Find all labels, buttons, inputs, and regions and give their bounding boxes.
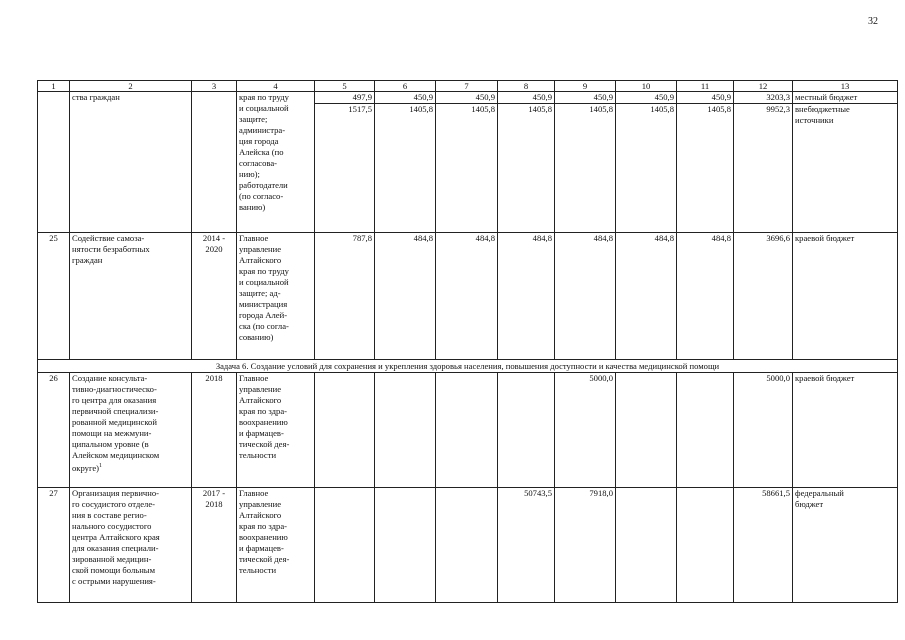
row-number-cell: 27 <box>38 488 70 603</box>
amount-cell <box>436 373 498 488</box>
activity-name-cell: Содействие самоза- нятости безработных граждан <box>70 233 192 360</box>
col-header: 2 <box>70 81 192 92</box>
col-header: 11 <box>677 81 734 92</box>
executor-cell: края по труду и социальной защите; администра- ция города Алейска (по согласова- нию); работодатели (по согласо- ванию) <box>237 92 315 233</box>
amount-cell: 450,9 1405,8 <box>498 92 555 233</box>
table-row-continued <box>38 92 898 233</box>
amount-cell: 7918,0 <box>555 488 616 603</box>
activity-name-cell: ства граждан <box>70 92 192 233</box>
total-cell: 3696,6 <box>734 233 793 360</box>
amount-cell: 497,9 1517,5 <box>315 92 375 233</box>
amount-cell <box>375 373 436 488</box>
amount-cell <box>498 373 555 488</box>
task-heading-row <box>38 360 898 373</box>
amount-cell: 5000,0 <box>555 373 616 488</box>
funding-source-cell: краевой бюджет <box>793 233 898 360</box>
total-cell: 3203,3 9952,3 <box>734 92 793 233</box>
col-header: 12 <box>734 81 793 92</box>
col-header: 10 <box>616 81 677 92</box>
total-cell: 58661,5 <box>734 488 793 603</box>
table-row <box>38 233 898 360</box>
amount-cell: 450,9 1405,8 <box>436 92 498 233</box>
funding-source-cell: краевой бюджет <box>793 373 898 488</box>
table-row <box>38 373 898 488</box>
row-number-cell: 25 <box>38 233 70 360</box>
amount-cell <box>616 488 677 603</box>
years-cell <box>192 92 237 233</box>
task-heading: Задача 6. Создание условий для сохранения и укрепления здоровья населения, повышения доступности и качества медицинской помощи <box>38 360 898 373</box>
amount-cell <box>315 373 375 488</box>
column-number-row <box>38 81 898 92</box>
col-header: 1 <box>38 81 70 92</box>
amount-cell: 484,8 <box>555 233 616 360</box>
table-row <box>38 488 898 603</box>
amount-cell: 787,8 <box>315 233 375 360</box>
amount-cell: 484,8 <box>616 233 677 360</box>
col-header: 7 <box>436 81 498 92</box>
footnote-marker: 1 <box>99 463 103 469</box>
amount-cell <box>436 488 498 603</box>
col-header: 9 <box>555 81 616 92</box>
activity-name-cell: Организация первично- го сосудистого отделе- ния в составе регио- нального сосудистого центра Алтайского края для оказания специали- зированной медицин- ской помощи больным с острыми нарушения- <box>70 488 192 603</box>
col-header: 6 <box>375 81 436 92</box>
col-header: 4 <box>237 81 315 92</box>
row-number-cell <box>38 92 70 233</box>
executor-cell: Главное управление Алтайского края по здра- воохранению и фармацев- тической дея- тельности <box>237 488 315 603</box>
total-cell: 5000,0 <box>734 373 793 488</box>
executor-cell: Главное управление Алтайского края по труду и социальной защите; ад- министрация города Алей- ска (по согла- сованию) <box>237 233 315 360</box>
amount-cell: 450,9 1405,8 <box>677 92 734 233</box>
page-number: 32 <box>868 16 878 27</box>
activity-name-cell: Создание консульта- тивно-диагностическо- го центра для оказания первичной специализи- рованной медицинской помощи на межмуни- ципальном уровне (в Алейском медицинском округе)$^1$ <box>70 373 192 488</box>
years-cell: 2017 - 2018 <box>192 488 237 603</box>
program-activities-table <box>37 80 898 603</box>
col-header: 5 <box>315 81 375 92</box>
years-cell: 2018 <box>192 373 237 488</box>
funding-source-cell: местный бюджет внебюджетные источники <box>793 92 898 233</box>
amount-cell: 450,9 1405,8 <box>375 92 436 233</box>
amount-cell <box>375 488 436 603</box>
amount-cell <box>677 488 734 603</box>
amount-cell: 450,9 1405,8 <box>555 92 616 233</box>
amount-cell <box>677 373 734 488</box>
executor-cell: Главное управление Алтайского края по здра- воохранению и фармацев- тической дея- тельности <box>237 373 315 488</box>
amount-cell: 484,8 <box>498 233 555 360</box>
amount-cell: 484,8 <box>677 233 734 360</box>
amount-cell <box>616 373 677 488</box>
row-number-cell: 26 <box>38 373 70 488</box>
amount-cell: 484,8 <box>436 233 498 360</box>
amount-cell <box>315 488 375 603</box>
funding-source-cell: федеральный бюджет <box>793 488 898 603</box>
amount-cell: 50743,5 <box>498 488 555 603</box>
col-header: 8 <box>498 81 555 92</box>
years-cell: 2014 - 2020 <box>192 233 237 360</box>
amount-cell: 484,8 <box>375 233 436 360</box>
amount-cell: 450,9 1405,8 <box>616 92 677 233</box>
col-header: 3 <box>192 81 237 92</box>
col-header: 13 <box>793 81 898 92</box>
